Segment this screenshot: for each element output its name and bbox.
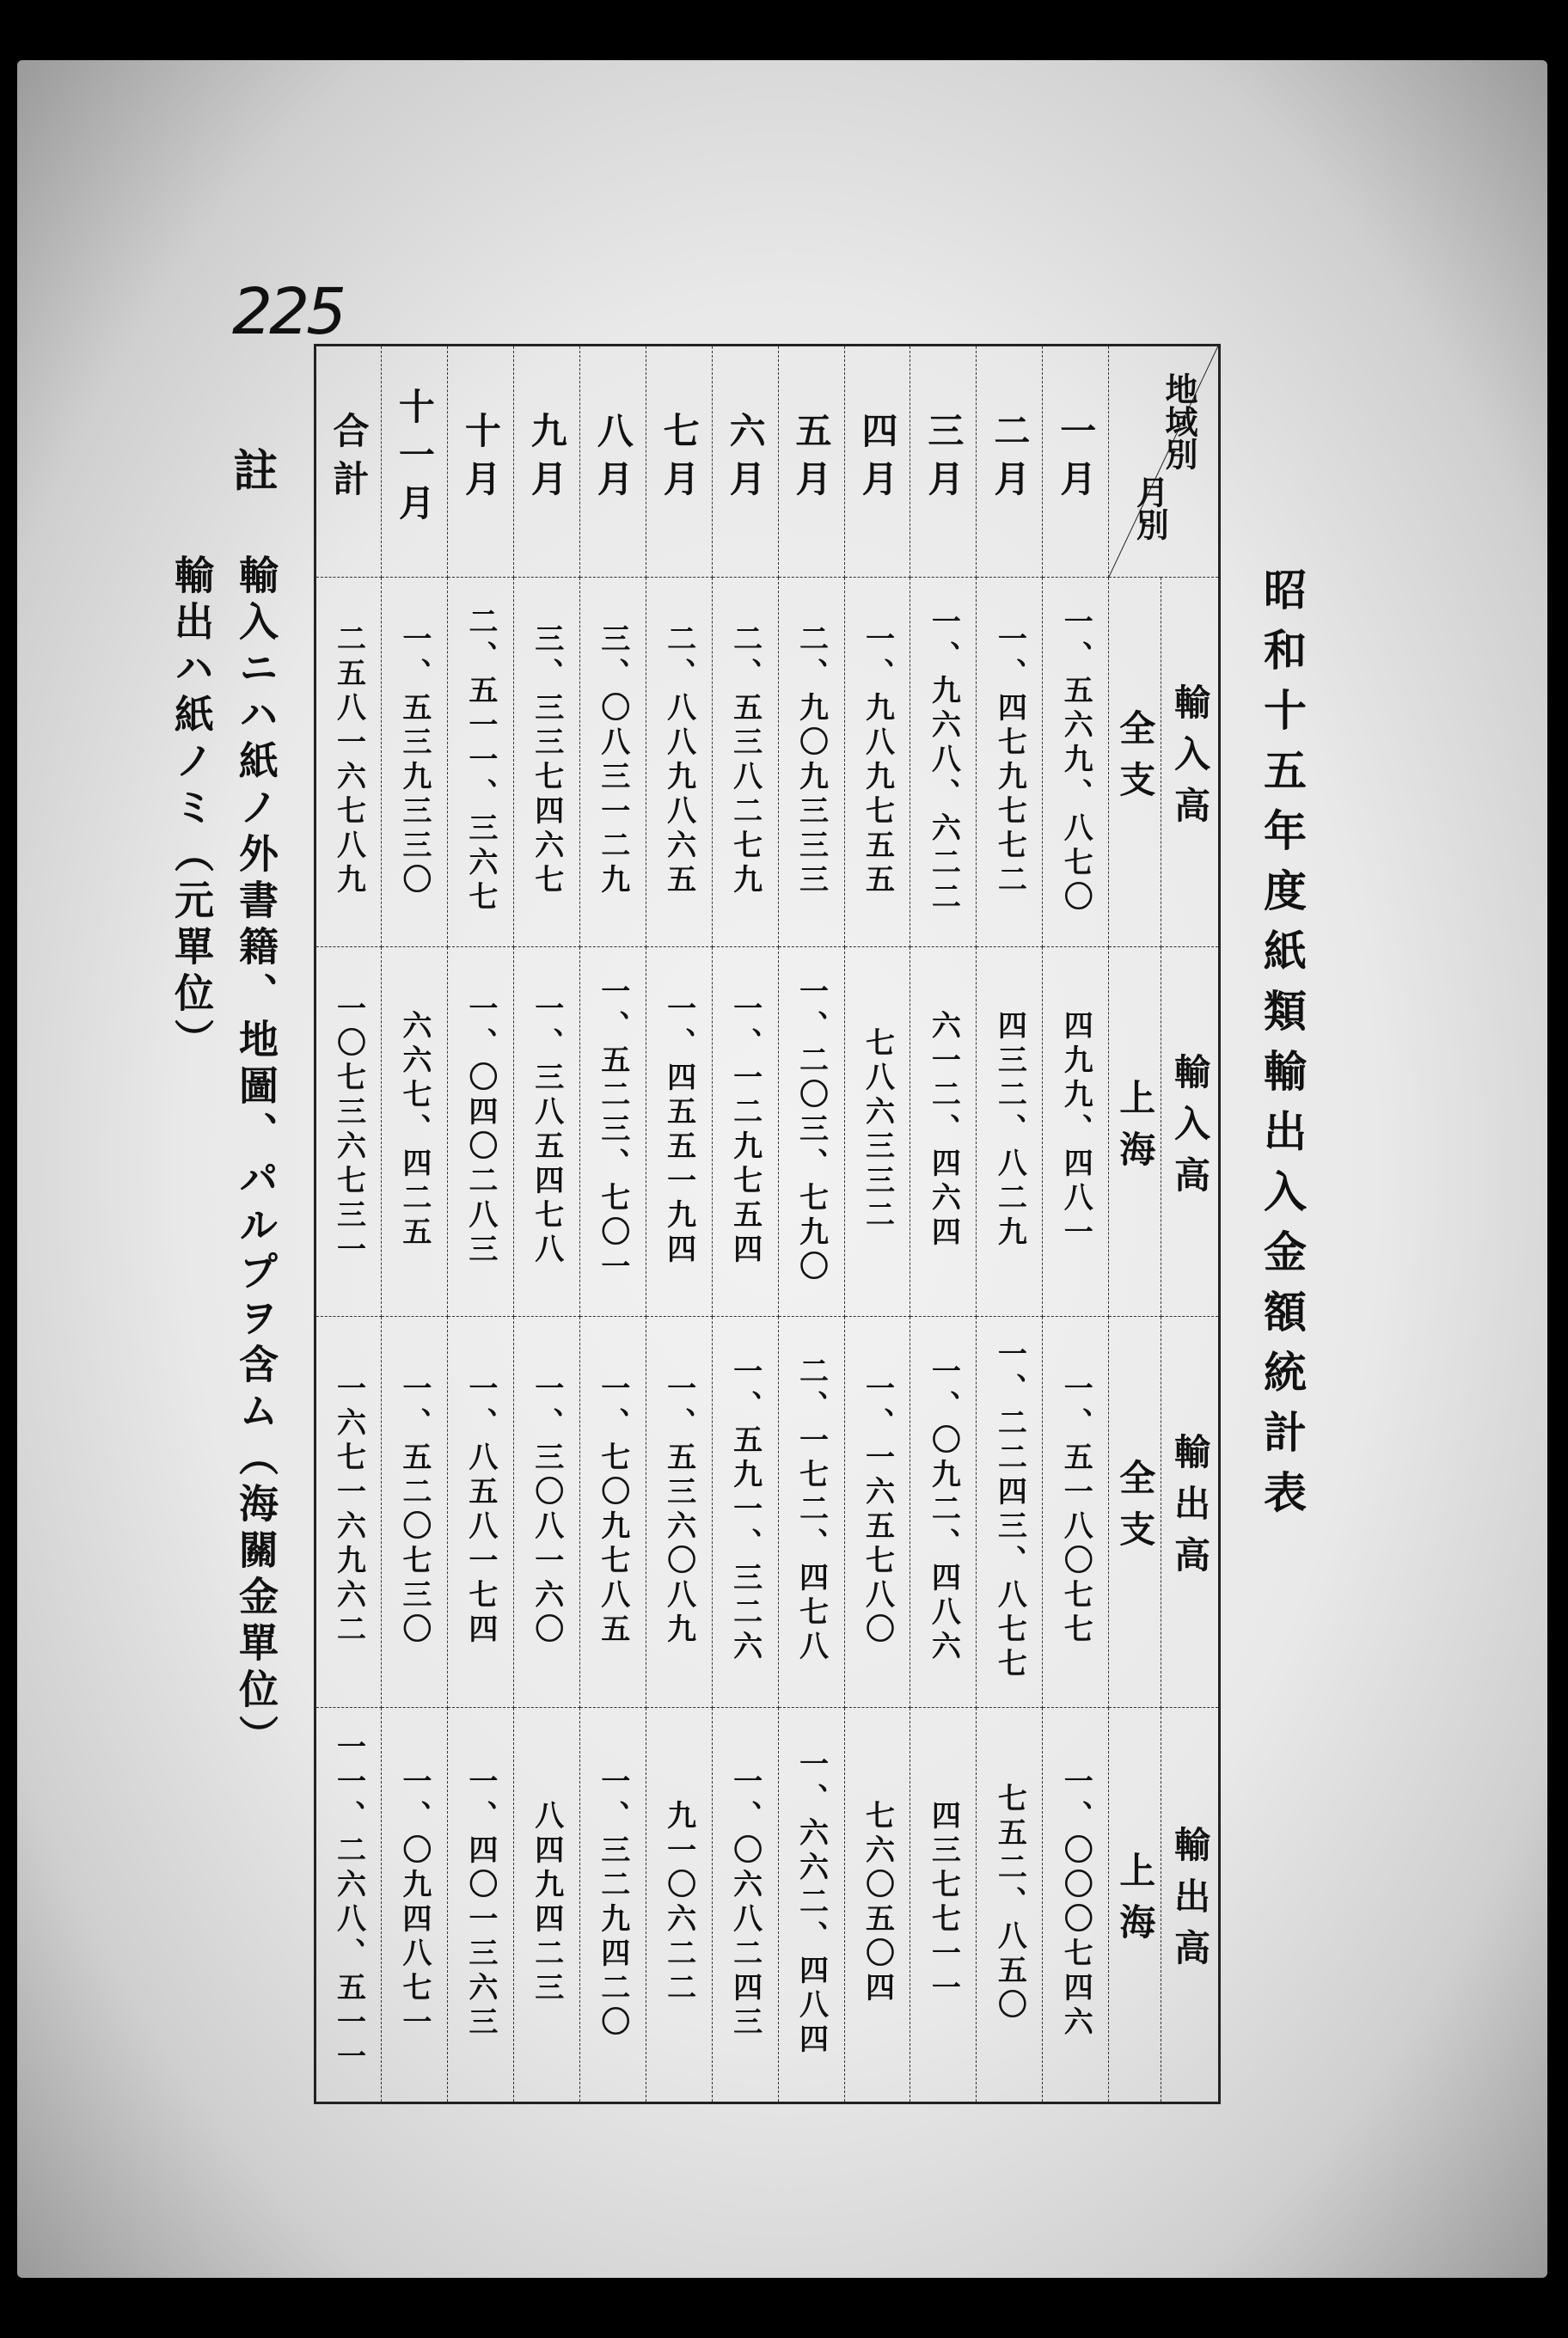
import-all-china-cell-text: 二、九〇九三三三 xyxy=(793,622,829,898)
import-shanghai-cell xyxy=(315,947,382,1317)
export-all-china-cell-text: 一、二二四三、八七七 xyxy=(992,1338,1027,1682)
import-all-china-cell-text: 一、五三九三三〇 xyxy=(396,622,432,898)
export-all-china-cell xyxy=(977,1317,1043,1708)
export-shanghai-cell xyxy=(381,1708,447,2103)
export-all-china-cell xyxy=(646,1317,712,1708)
month-label xyxy=(513,346,579,578)
import-all-china-cell-text: 一、九六八、六二二 xyxy=(926,605,961,915)
import-shanghai-cell xyxy=(381,947,447,1317)
export-shanghai-cell xyxy=(646,1708,712,2103)
import-all-china-cell xyxy=(513,578,579,947)
import-shanghai-cell-text: 四九九、四八一 xyxy=(1058,1009,1093,1251)
import-all-china-cell xyxy=(778,578,844,947)
note-heading: 註 xyxy=(225,447,278,499)
import-shanghai-cell-text: 六一二、四六四 xyxy=(926,1009,961,1251)
month-label xyxy=(315,346,382,578)
import-all-china-cell-text: 一、四七九七七二 xyxy=(992,622,1027,898)
export-shanghai-cell-text: 一一、二六八、五一一 xyxy=(331,1731,366,2075)
import-all-china-cell xyxy=(977,578,1043,947)
import-shanghai-cell-text: 七八六三三二 xyxy=(860,1026,895,1233)
import-all-china-cell xyxy=(844,578,910,947)
export-header-cont xyxy=(1161,1708,1220,2103)
month-label xyxy=(910,346,977,578)
export-all-china-cell-text: 一、三〇八一六〇 xyxy=(529,1373,564,1648)
import-shanghai-cell-text: 一、二〇三、七九〇 xyxy=(793,975,829,1285)
month-label xyxy=(579,346,646,578)
import-all-china-header xyxy=(1109,578,1161,947)
import-all-china-cell xyxy=(1043,578,1109,947)
import-shanghai-cell-text: 一、四五五一九四 xyxy=(661,992,696,1268)
import-shanghai-cell xyxy=(844,947,910,1317)
export-all-china-cell-text: 一、〇九二、四八六 xyxy=(926,1356,961,1665)
month-label-text: 七月 xyxy=(658,412,701,508)
export-all-china-cell xyxy=(381,1317,447,1708)
export-shanghai-cell xyxy=(1043,1708,1109,2103)
export-all-china-cell-text: 一、一六五七八〇 xyxy=(860,1373,895,1648)
month-label-text: 六月 xyxy=(724,412,767,508)
month-label xyxy=(778,346,844,578)
export-all-china-cell xyxy=(1043,1317,1109,1708)
export-shanghai-cell-text: 一、〇九四八七一 xyxy=(396,1766,432,2041)
export-all-china-cell-text: 二、一七二、四七八 xyxy=(793,1356,829,1665)
corner-header-cell xyxy=(1109,346,1220,578)
import-header-cont-text: 輸入高 xyxy=(1169,1052,1211,1208)
export-all-china-cell xyxy=(315,1317,382,1708)
export-all-china-cell-text: 一、五九一、三二六 xyxy=(727,1356,763,1665)
import-shanghai-cell xyxy=(447,947,513,1317)
import-shanghai-cell xyxy=(579,947,646,1317)
export-shanghai-header xyxy=(1109,1708,1161,2103)
export-shanghai-cell xyxy=(579,1708,646,2103)
export-shanghai-cell-text: 八四九四二三 xyxy=(529,1800,564,2006)
month-label xyxy=(977,346,1043,578)
export-shanghai-cell xyxy=(778,1708,844,2103)
export-all-china-cell xyxy=(447,1317,513,1708)
export-shanghai-cell xyxy=(977,1708,1043,2103)
import-all-china-cell xyxy=(381,578,447,947)
import-shanghai-cell xyxy=(513,947,579,1317)
export-shanghai-cell-text: 七五二、八五〇 xyxy=(992,1783,1027,2023)
month-label xyxy=(381,346,447,578)
import-header xyxy=(1161,578,1220,947)
import-all-china-cell-text: 二、八八九八六五 xyxy=(661,622,696,898)
month-label xyxy=(646,346,712,578)
corner-month-label: 月別 xyxy=(1130,475,1170,541)
export-all-china-cell xyxy=(513,1317,579,1708)
export-shanghai-cell-text: 一、〇〇〇七四六 xyxy=(1058,1766,1093,2041)
month-label xyxy=(712,346,778,578)
import-all-china-cell xyxy=(315,578,382,947)
import-header-text: 輸入高 xyxy=(1169,682,1211,838)
import-shanghai-cell-text: 一、〇四〇二八三 xyxy=(462,992,498,1268)
export-shanghai-cell-text: 九一〇六二二 xyxy=(661,1800,696,2006)
import-all-china-cell-text: 三、〇八三一二九 xyxy=(595,622,630,898)
export-all-china-cell-text: 一、七〇九七八五 xyxy=(595,1373,630,1648)
statistics-table xyxy=(314,344,1221,2104)
import-all-china-header-text: 全支 xyxy=(1114,708,1157,812)
import-all-china-cell-text: 二五八一六七八九 xyxy=(331,622,366,898)
month-label-text: 九月 xyxy=(525,412,568,508)
import-all-china-cell-text: 三、三三七四六七 xyxy=(529,622,564,898)
import-shanghai-cell-text: 一、三八五四七八 xyxy=(529,992,564,1268)
month-label-text: 三月 xyxy=(922,412,965,508)
export-shanghai-cell-text: 四三七七一一 xyxy=(926,1800,961,2006)
note-line-1: 輸入ニハ紙ノ外書籍、地圖、パルプヲ含ム（海關金單位） xyxy=(233,554,279,1761)
export-shanghai-cell xyxy=(712,1708,778,2103)
import-all-china-cell xyxy=(712,578,778,947)
import-all-china-cell-text: 二、五一一、三六七 xyxy=(462,605,498,915)
export-shanghai-header-text: 上海 xyxy=(1114,1851,1157,1955)
month-label-text: 五月 xyxy=(790,412,833,508)
export-all-china-cell xyxy=(712,1317,778,1708)
export-shanghai-cell-text: 一、六六二、四八四 xyxy=(793,1748,829,2058)
export-all-china-header-text: 全支 xyxy=(1114,1459,1157,1562)
export-header xyxy=(1161,1317,1220,1708)
import-shanghai-cell xyxy=(1043,947,1109,1317)
month-label xyxy=(1043,346,1109,578)
import-shanghai-cell-text: 一、一二九七五四 xyxy=(727,992,763,1268)
note-line-2: 輸出ハ紙ノミ（元單位） xyxy=(168,554,215,1065)
export-shanghai-cell xyxy=(447,1708,513,2103)
month-label-text: 十月 xyxy=(459,412,502,508)
export-shanghai-cell-text: 七六〇五〇四 xyxy=(860,1800,895,2006)
import-shanghai-cell-text: 一〇七三六七三一 xyxy=(331,992,366,1268)
month-label-text: 四月 xyxy=(856,412,899,508)
export-all-china-cell xyxy=(844,1317,910,1708)
import-shanghai-cell-text: 四三二、八二九 xyxy=(992,1009,1027,1251)
export-all-china-cell-text: 一六七一六九六二 xyxy=(331,1373,366,1648)
export-shanghai-cell xyxy=(513,1708,579,2103)
import-all-china-cell-text: 一、五六九、八七〇 xyxy=(1058,605,1093,915)
export-all-china-cell xyxy=(910,1317,977,1708)
import-shanghai-cell-text: 一、五二三、七〇一 xyxy=(595,975,630,1285)
export-shanghai-cell xyxy=(910,1708,977,2103)
import-shanghai-cell xyxy=(646,947,712,1317)
export-all-china-cell-text: 一、五二〇七三〇 xyxy=(396,1373,432,1648)
month-label-text: 一月 xyxy=(1055,412,1098,508)
export-shanghai-cell-text: 一、四〇一三六三 xyxy=(462,1766,498,2041)
export-all-china-cell xyxy=(579,1317,646,1708)
month-label xyxy=(844,346,910,578)
export-header-cont-text: 輸出高 xyxy=(1169,1826,1211,1980)
month-label-text: 合計 xyxy=(328,412,371,508)
export-header-text: 輸出高 xyxy=(1169,1433,1211,1588)
export-shanghai-cell-text: 一、三二九四二〇 xyxy=(595,1766,630,2041)
import-all-china-cell xyxy=(579,578,646,947)
import-all-china-cell xyxy=(646,578,712,947)
export-all-china-header xyxy=(1109,1317,1161,1708)
export-all-china-cell-text: 一、八五八一七四 xyxy=(462,1373,498,1648)
export-all-china-cell-text: 一、五三六〇八九 xyxy=(661,1373,696,1648)
import-all-china-cell-text: 二、五三八二七九 xyxy=(727,622,763,898)
month-label-text: 八月 xyxy=(591,412,634,508)
month-label-text: 二月 xyxy=(989,412,1032,508)
document-title: 昭和十五年度紙類輸出入金額統計表 xyxy=(1257,567,1308,1530)
import-shanghai-header-text: 上海 xyxy=(1114,1078,1157,1182)
page-number: 225 xyxy=(232,275,344,349)
import-shanghai-cell xyxy=(712,947,778,1317)
month-label xyxy=(447,346,513,578)
import-shanghai-cell xyxy=(778,947,844,1317)
export-shanghai-cell xyxy=(844,1708,910,2103)
export-shanghai-cell-text: 一、〇六八二四三 xyxy=(727,1766,763,2041)
export-all-china-cell xyxy=(778,1317,844,1708)
export-shanghai-cell xyxy=(315,1708,382,2103)
import-all-china-cell xyxy=(447,578,513,947)
import-shanghai-header xyxy=(1109,947,1161,1317)
corner-region-label: 地域別 xyxy=(1160,372,1198,470)
import-all-china-cell-text: 一、九八九七五五 xyxy=(860,622,895,898)
document-page xyxy=(17,60,1547,2278)
import-shanghai-cell xyxy=(977,947,1043,1317)
import-header-cont xyxy=(1161,947,1220,1317)
import-shanghai-cell xyxy=(910,947,977,1317)
month-label-text: 十一月 xyxy=(393,388,436,532)
import-all-china-cell xyxy=(910,578,977,947)
export-all-china-cell-text: 一、五一八〇七七 xyxy=(1058,1373,1093,1648)
import-shanghai-cell-text: 六六七、四二五 xyxy=(396,1009,432,1251)
